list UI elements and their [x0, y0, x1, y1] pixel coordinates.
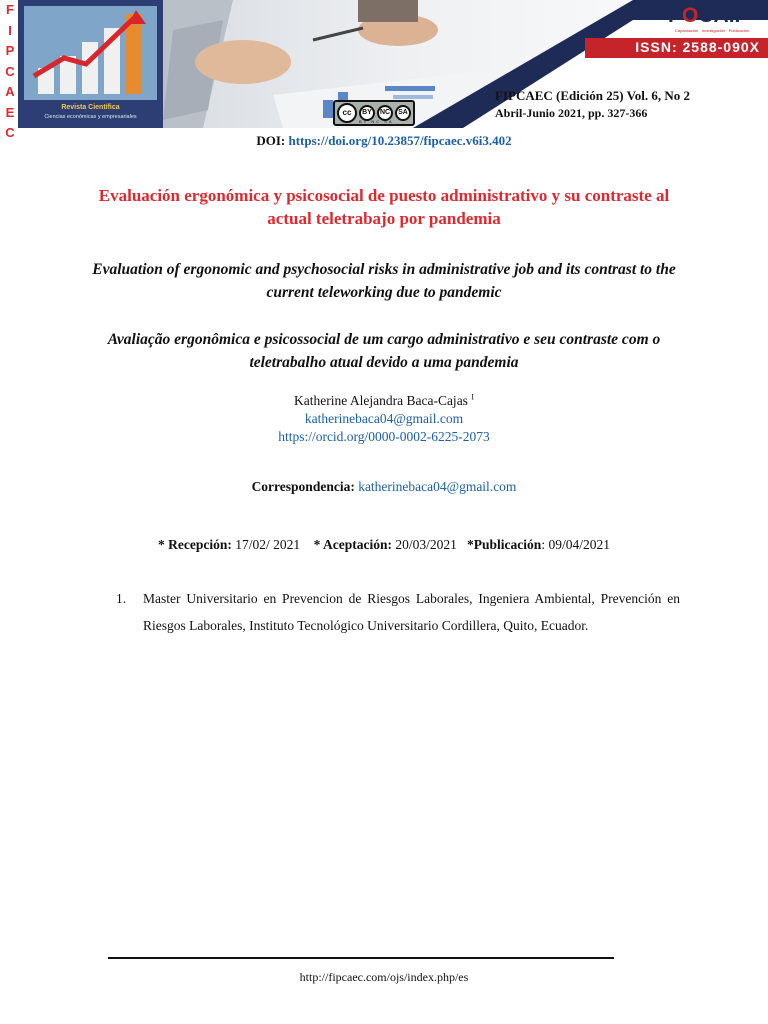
doi-link[interactable]: https://doi.org/10.23857/fipcaec.v6i3.402: [288, 133, 512, 148]
doi-label: DOI:: [256, 133, 286, 148]
cc-nc-icon: NC: [377, 105, 393, 121]
acceptance-date: 20/03/2021: [395, 537, 457, 552]
author-email-link[interactable]: katherinebaca04@gmail.com: [304, 411, 464, 426]
author-orcid-link[interactable]: https://orcid.org/0000-0002-6225-2073: [278, 429, 490, 444]
reception-date: 17/02/ 2021: [235, 537, 301, 552]
logo-subcaption: Ciencias económicas y empresariales: [44, 114, 137, 120]
author-affiliation: [116, 585, 680, 639]
acceptance-label: * Aceptación:: [313, 537, 393, 552]
author-block: [0, 392, 768, 446]
article-title-english: Evaluation of ergonomic and psychosocial risks in administrative job and its contrast to the current teleworking due to pandemic: [92, 261, 676, 301]
publication-label: *Publicación: [467, 537, 542, 552]
cc-icon: cc: [337, 103, 357, 123]
logo-bar-chart-icon: [24, 6, 157, 100]
creative-commons-license-badge[interactable]: [333, 100, 415, 126]
cc-license-caption: BY NC SA: [359, 119, 394, 124]
author-name-line: [0, 392, 768, 410]
author-name: Katherine Alejandra Baca-Cajas: [294, 393, 468, 408]
acronym-letter: P: [5, 43, 15, 58]
footer-journal-url[interactable]: http://fipcaec.com/ojs/index.php/es: [299, 970, 469, 984]
author-affiliation-marker: I: [471, 392, 474, 402]
cc-by-icon: BY: [359, 105, 375, 121]
pocaip-logo: [668, 4, 749, 28]
journal-vertical-acronym: [2, 0, 18, 140]
acronym-letter: I: [8, 22, 12, 38]
correspondence-line: [0, 479, 768, 495]
correspondence-email-link[interactable]: katherinebaca04@gmail.com: [358, 479, 517, 494]
article-title-spanish: Evaluación ergonómica y psicosocial de puesto administrativo y su contraste al actual teletrabajo por pandemia: [98, 186, 670, 228]
cc-sa-icon: SA: [395, 105, 411, 121]
acronym-letter: A: [5, 84, 15, 99]
journal-logo: [18, 0, 163, 128]
acronym-letter: C: [5, 63, 15, 79]
pocaip-logo-part: P: [668, 4, 683, 27]
pocaip-logo-part: CAIP: [698, 4, 749, 27]
journal-header-banner: [0, 0, 768, 140]
footer-divider: [108, 957, 614, 959]
doi-line: [0, 133, 768, 149]
affiliation-text: Master Universitario en Prevencion de Riesgos Laborales, Ingeniera Ambiental, Prevención en Riesgos Laborales, Instituto Tecnológico Universitario Cordillera, Quito, Ecuador.: [143, 591, 680, 633]
acronym-letter: F: [6, 2, 14, 17]
pocaip-logo-o: O: [682, 4, 699, 27]
publication-date: : 09/04/2021: [541, 537, 610, 552]
correspondence-label: Correspondencia:: [251, 479, 355, 494]
acronym-letter: C: [5, 125, 15, 140]
pocaip-subtitle: Capacitación · Investigación · Publicación: [675, 28, 750, 33]
affiliation-number: 1.: [116, 591, 127, 606]
logo-caption: Revista Científica: [61, 104, 120, 111]
article-dates: [0, 537, 768, 553]
article-title-portuguese: Avaliação ergonômica e psicossocial de um cargo administrativo e seu contraste com o teletrabalho atual devido a uma pandemia: [107, 331, 661, 371]
acronym-letter: E: [5, 104, 15, 120]
issn-label: ISSN: 2588-090X: [635, 39, 760, 55]
issue-info-volume: FIPCAEC (Edición 25) Vol. 6, No 2: [495, 88, 691, 103]
issue-info-pages: Abril-Junio 2021, pp. 327-366: [495, 106, 648, 120]
reception-label: * Recepción:: [158, 537, 232, 552]
